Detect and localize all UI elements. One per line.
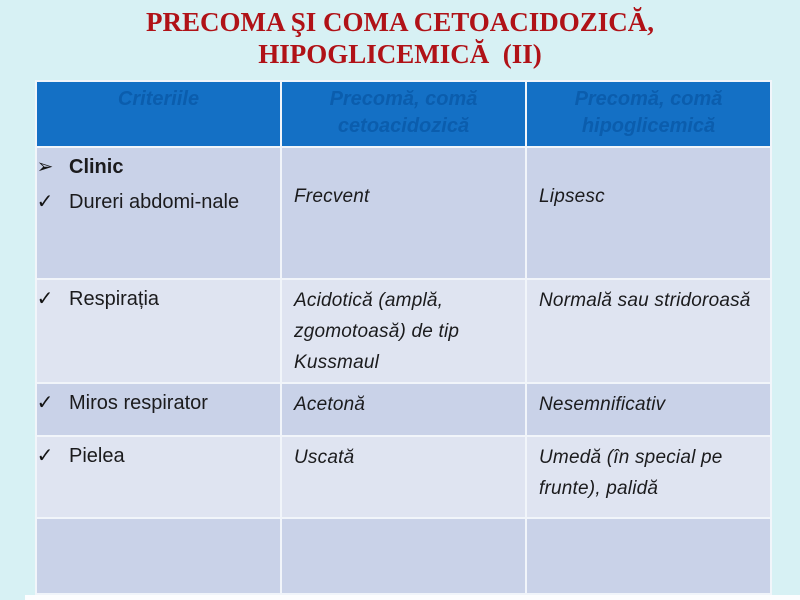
check-bullet-icon: ✓	[36, 288, 54, 310]
list-item	[36, 286, 272, 313]
table-row	[36, 383, 771, 436]
check-bullet-icon: ✓	[36, 445, 54, 467]
slide-title-line-2: HIPOGLICEMICĂ (II)	[258, 39, 542, 69]
column-header-hipoglicemica: Precomă, comă hipoglicemică	[526, 81, 771, 147]
cell-hipoglicemica-value: Normală sau stridoroasă	[526, 279, 771, 383]
list-item	[36, 390, 272, 417]
slide-title	[0, 6, 800, 70]
check-bullet-icon: ✓	[36, 191, 54, 213]
cell-empty	[281, 518, 526, 594]
column-header-criteria: Criteriile	[36, 81, 281, 147]
list-item	[36, 154, 272, 181]
cell-hipoglicemica-value: Lipsesc	[526, 147, 771, 279]
table-row-empty	[36, 518, 771, 594]
cell-cetoacidozica-value: Uscată	[281, 436, 526, 518]
cell-empty	[36, 518, 281, 594]
cell-hipoglicemica-value: Nesemnificativ	[526, 383, 771, 436]
criteria-label: Dureri abdomi-nale	[69, 191, 240, 213]
criteria-label: Respirația	[69, 288, 160, 310]
cell-empty	[526, 518, 771, 594]
table-row	[36, 279, 771, 383]
check-bullet-icon: ✓	[36, 392, 54, 414]
list-item	[36, 189, 272, 216]
table-header-row	[36, 81, 771, 147]
cell-criteria-respiratia	[36, 279, 281, 383]
bottom-edge-strip	[25, 595, 800, 600]
arrow-bullet-icon: ➢	[36, 156, 54, 178]
cell-criteria-clinic	[36, 147, 281, 279]
cell-cetoacidozica-value: Acidotică (amplă, zgomotoasă) de tip Kussmaul	[281, 279, 526, 383]
criteria-label: Miros respirator	[69, 392, 208, 414]
column-header-cetoacidozica: Precomă, comă cetoacidozică	[281, 81, 526, 147]
cell-criteria-pielea	[36, 436, 281, 518]
criteria-label: Clinic	[69, 156, 124, 178]
comparison-table	[35, 80, 772, 595]
cell-cetoacidozica-value: Frecvent	[281, 147, 526, 279]
cell-criteria-miros	[36, 383, 281, 436]
slide-title-line-1: PRECOMA ŞI COMA CETOACIDOZICĂ,	[145, 7, 655, 37]
list-item	[36, 443, 272, 470]
cell-cetoacidozica-value: Acetonă	[281, 383, 526, 436]
cell-hipoglicemica-value: Umedă (în special pe frunte), palidă	[526, 436, 771, 518]
criteria-label: Pielea	[69, 445, 125, 467]
table-row	[36, 436, 771, 518]
table-row	[36, 147, 771, 279]
